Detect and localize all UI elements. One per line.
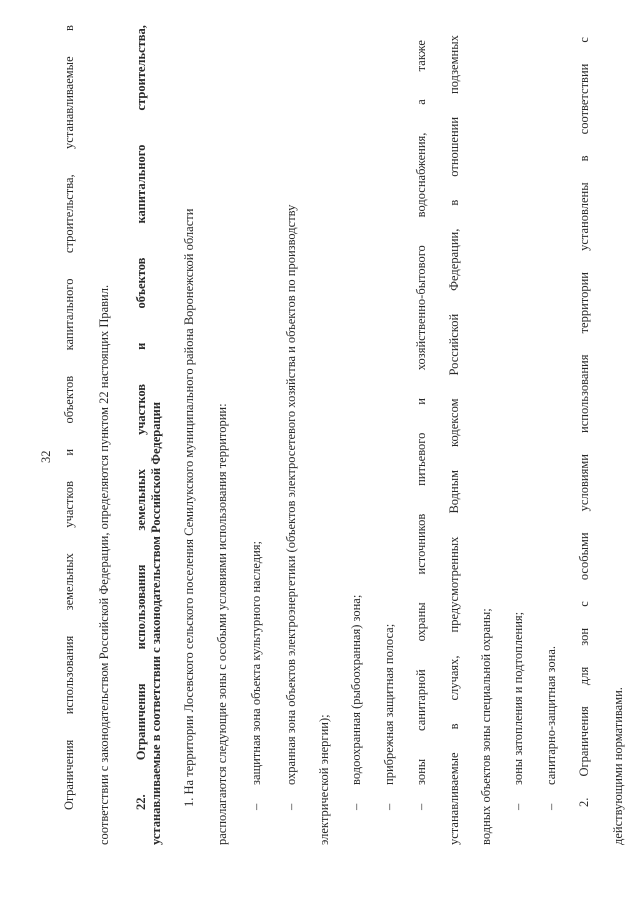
word: случаях, bbox=[447, 655, 461, 701]
word: санитарной bbox=[414, 669, 428, 731]
word: установлены bbox=[577, 182, 591, 251]
word: и bbox=[62, 448, 76, 456]
word: земельных bbox=[62, 553, 76, 611]
word: Ограничения bbox=[134, 683, 148, 761]
list-item: прибрежная защитная полоса; bbox=[382, 623, 396, 785]
word: Ограничения bbox=[577, 706, 591, 777]
word: строительства, bbox=[134, 25, 148, 111]
list-item: водоохранная (рыбоохранная) зона; bbox=[349, 594, 363, 785]
bullet-dash: – bbox=[511, 803, 525, 810]
word: использования bbox=[62, 635, 76, 715]
word: в bbox=[447, 723, 461, 730]
word: и bbox=[414, 398, 428, 405]
bullet-dash: – bbox=[349, 803, 363, 810]
word: объектов bbox=[62, 375, 76, 424]
list-item bbox=[448, 35, 461, 845]
word: участков bbox=[134, 383, 148, 435]
word: объектов bbox=[134, 257, 148, 309]
word: условиями bbox=[577, 454, 591, 512]
word: особыми bbox=[577, 532, 591, 581]
word: 2. bbox=[577, 797, 591, 807]
list-item bbox=[415, 40, 428, 785]
word: с bbox=[577, 37, 591, 43]
word: питьевого bbox=[414, 432, 428, 486]
list-item: защитная зона объекта культурного наследия; bbox=[249, 540, 263, 785]
word: и bbox=[134, 342, 148, 350]
word: отношении bbox=[447, 116, 461, 177]
page-number: 32 bbox=[39, 450, 53, 463]
word: использования bbox=[577, 354, 591, 433]
word: Российской bbox=[447, 313, 461, 376]
paragraph-line: соответствии с законодательством Российской Федерации, определяются пунктом 22 настоящих Правил. bbox=[97, 284, 111, 845]
word: в bbox=[62, 25, 76, 31]
word: хозяйственно-бытового bbox=[414, 245, 428, 371]
word: участков bbox=[62, 481, 76, 528]
word: а bbox=[414, 99, 428, 105]
word: кодексом bbox=[447, 398, 461, 447]
word: также bbox=[414, 40, 428, 72]
paragraph-line: действующими нормативами. bbox=[611, 687, 625, 845]
word: источников bbox=[414, 513, 428, 575]
word: для bbox=[577, 666, 591, 686]
word: устанавливаемые bbox=[62, 56, 76, 149]
word: строительства, bbox=[62, 174, 76, 254]
word: капитального bbox=[62, 278, 76, 351]
bullet-dash: – bbox=[284, 803, 298, 810]
paragraph-line: 1. На территории Лосевского сельского поселения Семилукского муниципального района Воронежской области bbox=[182, 208, 196, 807]
word: в bbox=[577, 155, 591, 162]
word: подземных bbox=[447, 35, 461, 94]
section-heading bbox=[135, 25, 148, 810]
word: земельных bbox=[134, 469, 148, 531]
section-heading: устанавливаемые в соответствии с законодательством Российской Федерации bbox=[149, 401, 163, 845]
word: зон bbox=[577, 627, 591, 646]
word: в bbox=[447, 199, 461, 206]
word: водоснабжения, bbox=[414, 132, 428, 218]
bullet-dash: – bbox=[414, 803, 428, 810]
word: Ограничения bbox=[62, 739, 76, 810]
word: территории bbox=[577, 272, 591, 334]
word: 22. bbox=[134, 794, 148, 810]
bullet-dash: – bbox=[544, 803, 558, 810]
paragraph-line bbox=[63, 25, 76, 810]
list-item: водных объектов зоны специальной охраны; bbox=[479, 608, 493, 845]
word: зоны bbox=[414, 758, 428, 785]
word: устанавливаемые bbox=[447, 752, 461, 845]
word: Федерации, bbox=[447, 228, 461, 291]
word: Водным bbox=[447, 469, 461, 514]
list-item: зоны затопления и подтопления; bbox=[511, 611, 525, 785]
bullet-dash: – bbox=[249, 803, 263, 810]
list-item: охранная зона объектов электроэнергетики (объектов электросетевого хозяйства и объектов по производству bbox=[284, 204, 298, 785]
list-item: санитарно-защитная зона. bbox=[544, 646, 558, 785]
list-item: электрической энергии); bbox=[317, 714, 331, 845]
paragraph-line: располагаются следующие зоны с особыми условиями использования территории: bbox=[215, 403, 229, 845]
word: капитального bbox=[134, 144, 148, 224]
word: с bbox=[577, 601, 591, 607]
paragraph-line bbox=[578, 37, 591, 807]
bullet-dash: – bbox=[382, 803, 396, 810]
word: предусмотренных bbox=[447, 536, 461, 633]
word: соответствии bbox=[577, 63, 591, 135]
word: использования bbox=[134, 564, 148, 650]
word: охраны bbox=[414, 602, 428, 642]
